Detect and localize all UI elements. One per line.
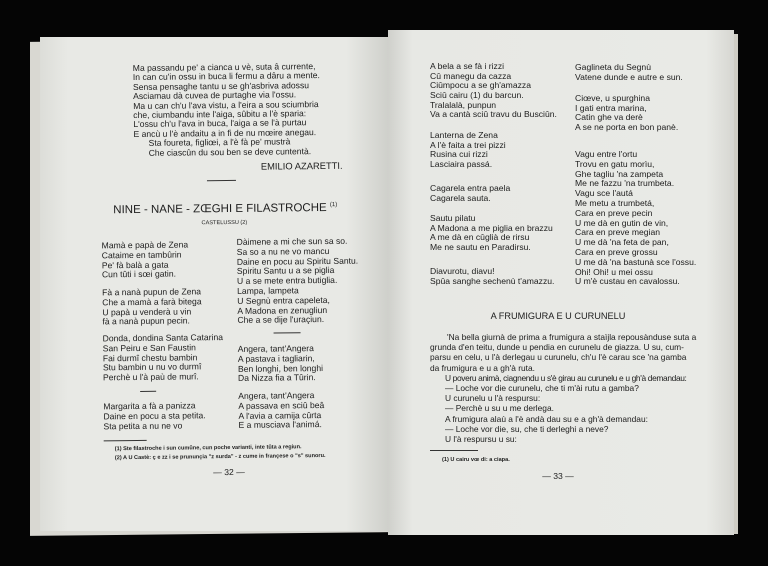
verse-line: Ma passandu pe' a cianca u vè, suta â currente,: [132, 61, 316, 74]
verse-line: Ben longhi, ben longhi: [237, 362, 324, 374]
page-number: — 32 —: [213, 466, 245, 478]
verse-line: Rusina cui rizzi: [430, 149, 488, 160]
verse-line: E ancù u l'è andaitu a in fi de nu mœire anegau.: [133, 126, 317, 139]
verse-line: Margarita a fà a panizza: [103, 400, 196, 412]
verse-line: Sciû cairu (1) du barcun.: [430, 90, 524, 101]
stanza: [575, 63, 683, 82]
dialogue-line: U curunelu u l'à respursu:: [445, 393, 541, 404]
verse-line: Spûa sanghe sechenù t'amazzu.: [430, 275, 555, 286]
verse-line: Cataime en tambûrin: [101, 249, 182, 261]
verse-line: Fà a nanà pupun de Zena: [102, 286, 202, 298]
stanza: [237, 237, 359, 326]
verse-line: U m'è custau en cavalossu.: [575, 276, 680, 287]
verse-line: A passava en sciû beâ: [238, 399, 325, 411]
footnote-divider: [430, 450, 478, 451]
verse-line: In can cu'in ossu in buca li fermu a dâru a mente.: [132, 70, 320, 83]
verse-line: Che ciascûn du sou ben se deve cuntentà.: [148, 145, 312, 158]
verse-line: Ma u can ch'u l'ava vistu, a l'eira a sou sciumbria: [133, 98, 319, 111]
verse-line: Mamà e papà de Zena: [101, 239, 189, 251]
verse-line: San Peiru e San Faustin: [102, 342, 196, 354]
dialogue-line: U poveru animà, ciagnendu u s'è girau au curunelu e u gh'à demandau:: [445, 372, 687, 383]
verse-line: U Segnù entra capeleta,: [237, 294, 330, 306]
verse-line: Cû manegu da cazza: [430, 70, 512, 81]
verse-line: U me dà 'na feta de pan,: [575, 237, 669, 248]
verse-line: Da Nizza fia a Tûrin.: [237, 372, 316, 384]
verse-line: Angera, tant'Angera: [237, 343, 314, 354]
verse-line: Diavurotu, diavu!: [430, 266, 495, 276]
verse-line: I gati entra marina,: [575, 102, 647, 113]
stanza-divider: [140, 391, 156, 392]
section-title-text: NINE - NANE - ZŒGHI E FILASTROCHE: [113, 201, 327, 217]
footnote-divider: [104, 440, 147, 441]
page-number: — 33 —: [542, 471, 574, 481]
stanza: [102, 240, 189, 280]
verse-line: Sta petita a nu ne vo: [103, 420, 183, 431]
poem-ending: [133, 62, 321, 158]
stanza: [103, 401, 206, 431]
verse-line: U a se mete entra butiglia.: [236, 275, 338, 287]
verse-line: Ciûmpocu a se gh'amazza: [430, 80, 531, 91]
story-heading: A FRUMIGURA E U CURUNELU: [490, 311, 626, 321]
verse-line: Trovu en gatu morìu,: [575, 158, 655, 169]
verse-line: Lasciaira passá.: [430, 159, 493, 170]
verse-line: A pastava i tagliarin,: [237, 352, 315, 364]
verse-line: Sta foureta, figliœi, a l'è fà pe' mustrà: [148, 136, 291, 148]
verse-line: A l'avia a camija cûrta: [238, 409, 322, 421]
verse-line: Lampa, lampeta: [237, 285, 299, 296]
verse-line: A Madona en zenugliun: [237, 304, 328, 316]
paragraph-line: parsu en celu, u l'à derlegau u curunelu, ch'u l'è carau sce 'na gamba: [430, 352, 687, 363]
verse-line: U me dà 'na bastunà sce l'ossu.: [575, 256, 697, 267]
verse-line: Vatene dunde e autre e sun.: [575, 71, 683, 82]
verse-line: Che a mamà a farà bitega: [102, 296, 202, 308]
stanza: [430, 131, 506, 170]
verse-line: Tralalalà, punpun: [430, 99, 497, 110]
verse-line: Stu bambin u nu vo durmî: [102, 361, 202, 373]
stanza: [238, 344, 323, 384]
verse-line: Sautu pilatu: [430, 213, 476, 223]
verse-line: Vagu sce l'autá: [575, 188, 633, 199]
verse-line: Che a se dije l'uraçiun.: [237, 314, 325, 326]
verse-line: Lanterna de Zena: [430, 130, 498, 140]
stanza: [575, 94, 678, 133]
dialogue-line: — Perchè u su u me derlega.: [445, 403, 554, 414]
footnote: (2) A U Castè: ç e zz i se prununçia "z surda" - z cume in françese o "s" sunoru.: [114, 453, 326, 462]
paragraph-line: da frumigura e u a gh'à ruta.: [430, 362, 535, 373]
stanza: [430, 184, 510, 203]
stanza: [430, 267, 554, 286]
verse-line: Sensa pensaghe tantu u se gh'asbriva adossu: [132, 79, 310, 92]
verse-line: L'ossu ch'u l'ava in buca, l'aiga a se l'à purtau: [133, 117, 307, 130]
section-divider: [207, 180, 236, 181]
dialogue-line: U l'à respursu u su:: [445, 433, 517, 444]
verse-line: Daine en pocu au Spiritu Santu.: [236, 255, 359, 267]
poem-author: EMILIO AZARETTI.: [260, 159, 343, 172]
verse-line: Ciœve, u spurghina: [575, 93, 650, 103]
dialogue-line: — Loche vor die, su, che ti derleghi a neve?: [445, 423, 609, 434]
verse-line: A me dà en cûglià de rirsu: [430, 232, 530, 243]
verse-line: Angera, tant'Angera: [238, 390, 315, 401]
verse-line: Donda, dondina Santa Catarina: [102, 332, 224, 344]
verse-line: Gaglineta du Segnù: [575, 62, 651, 72]
stanza: [102, 287, 202, 327]
verse-line: Fai durmî chestu bambin: [102, 351, 198, 363]
verse-line: Sa so a nu ne vo mancu: [236, 245, 330, 257]
verse-line: Vagu entre l'ortu: [575, 149, 638, 159]
verse-line: Me metu a trumbetá,: [575, 197, 655, 208]
paragraph-line: 'Na bella giurnà de prima a frumigura a staìjla repousànduse suta a: [447, 332, 697, 342]
verse-line: A bela a se fà i rizzi: [430, 61, 505, 71]
verse-line: E a musciava l'animá.: [238, 419, 322, 431]
verse-line: che, ciumbandu inte l'aiga, sûbitu a l'è sparia:: [133, 108, 307, 120]
verse-line: Pe' fà balà a gata: [101, 259, 169, 270]
verse-line: Asciamau dà cuvea de purtaghe via l'ossu.: [133, 89, 297, 102]
verse-line: Daine en pocu a sta petita.: [103, 410, 206, 422]
verse-line: fà a nanà pupun pecin.: [102, 315, 190, 327]
verse-line: Cara en preve grossu: [575, 246, 658, 257]
verse-line: Ohi! Ohi! u mei ossu: [575, 266, 653, 277]
verse-line: Catin ghe va derè: [575, 112, 643, 123]
verse-line: U me dà en gutin de vin,: [575, 217, 669, 228]
verse-line: Me ne fazzu 'na trumbeta.: [575, 178, 675, 189]
verse-line: Ghe tagliu 'na zampeta: [575, 168, 664, 179]
dialogue-line: — Loche vor die curunelu, che ti m'ài rutu a gamba?: [445, 382, 639, 393]
stanza: [575, 150, 696, 287]
verse-line: Perchè u l'à paù de murî.: [102, 371, 199, 383]
verse-line: Cagarela entra paela: [430, 183, 511, 193]
dialogue-line: A frumigura alaù a l'è andà dau su e a gh'à demandau:: [445, 413, 648, 424]
stanza: [238, 391, 324, 431]
verse-line: Va a cantà sciû travu du Busciûn.: [430, 109, 557, 120]
stanza: [430, 62, 557, 120]
paragraph-line: grunda d'en teitu, dunde u pendia en curunelu de giazza. U su, cum-: [430, 342, 684, 353]
verse-line: Spiritu Santu u a se piglia: [236, 265, 335, 277]
footnote-ref: (1): [329, 202, 338, 209]
verse-line: Me ne sautu en Paradirsu.: [430, 242, 531, 253]
stanza: [103, 333, 224, 383]
section-subtitle: CASTELUSSU (2): [201, 219, 248, 227]
verse-line: Cun tûti i sœi gatin.: [101, 268, 177, 280]
section-title: [99, 202, 351, 217]
verse-line: Cara en preve megian: [575, 227, 661, 238]
verse-line: A se ne porta en bon panè.: [575, 122, 679, 133]
verse-line: U papà u venderà u vin: [102, 306, 192, 317]
footnote: (1) Ste filastroche i sun cumûne, cun poche varianti, inte tûta a regiun.: [114, 444, 302, 453]
verse-line: A l'è faita a trei pizzi: [430, 139, 506, 150]
verse-line: Dàimene a mi che sun sa so.: [236, 235, 348, 247]
story-text: [430, 332, 697, 444]
verse-line: Cara en preve pecin: [575, 207, 653, 218]
footnote: (1) U cairu vœ di: a ciapa.: [442, 457, 510, 463]
stanza-divider: [274, 332, 301, 333]
stanza: [430, 214, 553, 253]
verse-line: Cagarela sauta.: [430, 192, 491, 203]
verse-line: A Madona a me piglia en brazzu: [430, 222, 553, 233]
